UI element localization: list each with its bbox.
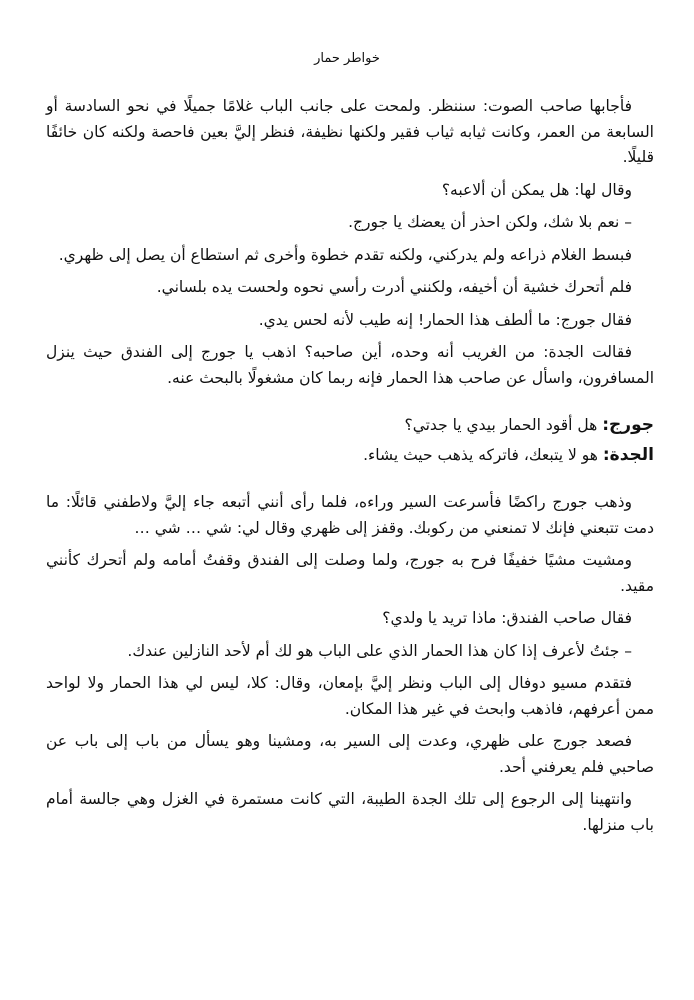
paragraph: فتقدم مسيو دوفال إلى الباب ونظر إليَّ بإمعان، وقال: كلا، ليس لي هذا الحمار ولا لواحد ممن أعرفهم، فاذهب وابحث في غير هذا المكان.: [46, 674, 654, 718]
dialogue-line: [46, 443, 654, 469]
paragraph: فبسط الغلام ذراعه ولم يدركني، ولكنه تقدم خطوة وأخرى ثم استطاع أن يصل إلى ظهري.: [58, 245, 632, 264]
paragraph: ومشيت مشيًا خفيفًا فرح به جورج، ولما وصلت إلى الفندق وقفتُ أمامه ولم أتحرك كأنني مقيد.: [46, 551, 654, 595]
speaker-name: جورج:: [602, 415, 654, 435]
paragraph: فأجابها صاحب الصوت: سننظر. ولمحت على جانب الباب غلامًا جميلًا في نحو السادسة أو السابعة من العمر، وكانت ثيابه ثياب فقير ولكنها نظيفة، فنظر إليَّ بعين فاحصة ولكنه كان خائفًا قليلًا.: [46, 97, 654, 166]
running-header: خواطر حمار: [314, 51, 380, 66]
dialogue-text: هو لا يتبعك، فاتركه يذهب حيث يشاء.: [363, 445, 603, 464]
dialogue-text: هل أقود الحمار بيدي يا جدتي؟: [404, 416, 603, 434]
paragraph: – جئتُ لأعرف إذا كان هذا الحمار الذي على الباب هو لك أم لأحد النازلين عندك.: [127, 641, 632, 660]
paragraph: فصعد جورج على ظهري، وعدت إلى السير به، ومشينا وهو يسأل من باب إلى باب عن صاحبي فلم يعرفني أحد.: [46, 732, 654, 776]
speaker-name: الجدة:: [602, 444, 654, 465]
paragraph: فقالت الجدة: من الغريب أنه وحده، أين صاحبه؟ اذهب يا جورج إلى الفندق حيث ينزل المسافرون، واسأل عن صاحب هذا الحمار فإنه ربما كان مشغولًا بالبحث عنه.: [46, 343, 654, 387]
paragraph: فقال صاحب الفندق: ماذا تريد يا ولدي؟: [382, 609, 632, 627]
paragraph: فلم أتحرك خشية أن أخيفه، ولكنني أدرت رأسي نحوه ولحست يده بلساني.: [156, 278, 632, 296]
body-text: [46, 94, 654, 845]
paragraph: وذهب جورج راكضًا فأسرعت السير وراءه، فلما رأى أنني أتبعه جاء إليَّ ولاطفني قائلًا: ما دمت تتبعني فإنك لا تمنعني من ركوبك. وقفز إلى ظهري وقال لي: شي … شي …: [46, 493, 654, 537]
paragraph: فقال جورج: ما ألطف هذا الحمار! إنه طيب لأنه لحس يدي.: [258, 310, 632, 329]
paragraph: وانتهينا إلى الرجوع إلى تلك الجدة الطيبة، التي كانت مستمرة في الغزل وهي جالسة أمام باب منزلها.: [46, 790, 654, 834]
paragraph: وقال لها: هل يمكن أن ألاعبه؟: [441, 180, 632, 199]
paragraph: – نعم بلا شك، ولكن احذر أن يعضك يا جورج.: [348, 213, 632, 231]
dialogue-line: [46, 413, 654, 439]
